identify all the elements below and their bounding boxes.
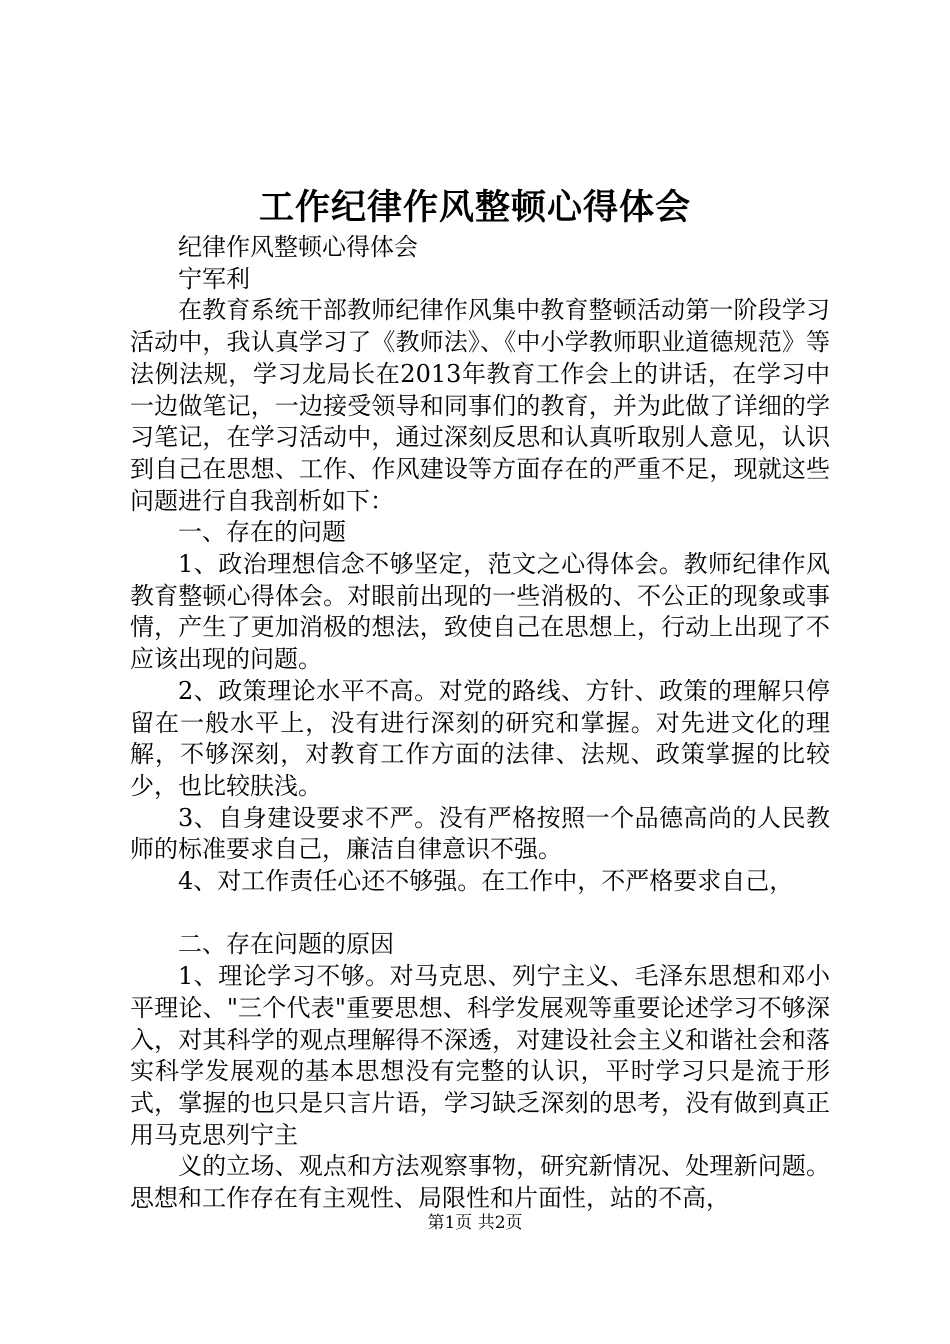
subtitle-paragraph: 纪律作风整顿心得体会 [178, 233, 418, 261]
document-body [130, 232, 830, 1215]
section-heading-causes: 二、存在问题的原因 [178, 930, 394, 959]
cause-item-1: 1、理论学习不够。对马克思、列宁主义、毛泽东思想和邓小平理论、"三个代表"重要思想、科学发展观等重要论述学习不够深入，对其科学的观点理解得不深透，对建设社会主义和谐社会和落实科学发展观的基本思想没有完整的认识，平时学习只是流于形式，掌握的也只是只言片语，学习缺乏深刻的思考，没有做到真正用马克思列宁主 [130, 962, 830, 1149]
author-paragraph: 宁军利 [178, 264, 250, 293]
problem-item-2: 2、政策理论水平不高。对党的路线、方针、政策的理解只停留在一般水平上，没有进行深刻的研究和掌握。对先进文化的理解，不够深刻，对教育工作方面的法律、法规、政策掌握的比较少，也比较肤浅。 [130, 676, 830, 800]
intro-paragraph: 在教育系统干部教师纪律作风集中教育整顿活动第一阶段学习活动中，我认真学习了《教师法》、《中小学教师职业道德规范》等法例法规，学习龙局长在2013年教育工作会上的讲话，在学习中一边做笔记，一边接受领导和同事们的教育，并为此做了详细的学习笔记，在学习活动中，通过深刻反思和认真听取别人意见，认识到自己在思想、工作、作风建设等方面存在的严重不足，现就这些问题进行自我剖析如下： [130, 296, 830, 515]
document-title: 工作纪律作风整顿心得体会 [258, 187, 691, 228]
cause-item-1-continued: 义的立场、观点和方法观察事物，研究新情况、处理新问题。思想和工作存在有主观性、局限性和片面性，站的不高， [130, 1152, 830, 1213]
problem-item-1: 1、政治理想信念不够坚定，范文之心得体会。教师纪律作风教育整顿心得体会。对眼前出现的一些消极的、不公正的现象或事情，产生了更加消极的想法，致使自己在思想上，行动上出现了不应该出现的问题。 [130, 550, 830, 674]
section-heading-problems: 一、存在的问题 [178, 518, 346, 547]
page-footer: 第1页 共2页 [427, 1213, 523, 1233]
problem-item-4: 4、对工作责任心还不够强。在工作中，不严格要求自己， [178, 867, 794, 896]
problem-item-3: 3、自身建设要求不严。没有严格按照一个品德高尚的人民教师的标准要求自己，廉洁自律意识不强。 [130, 803, 830, 864]
blank-line [130, 898, 830, 930]
